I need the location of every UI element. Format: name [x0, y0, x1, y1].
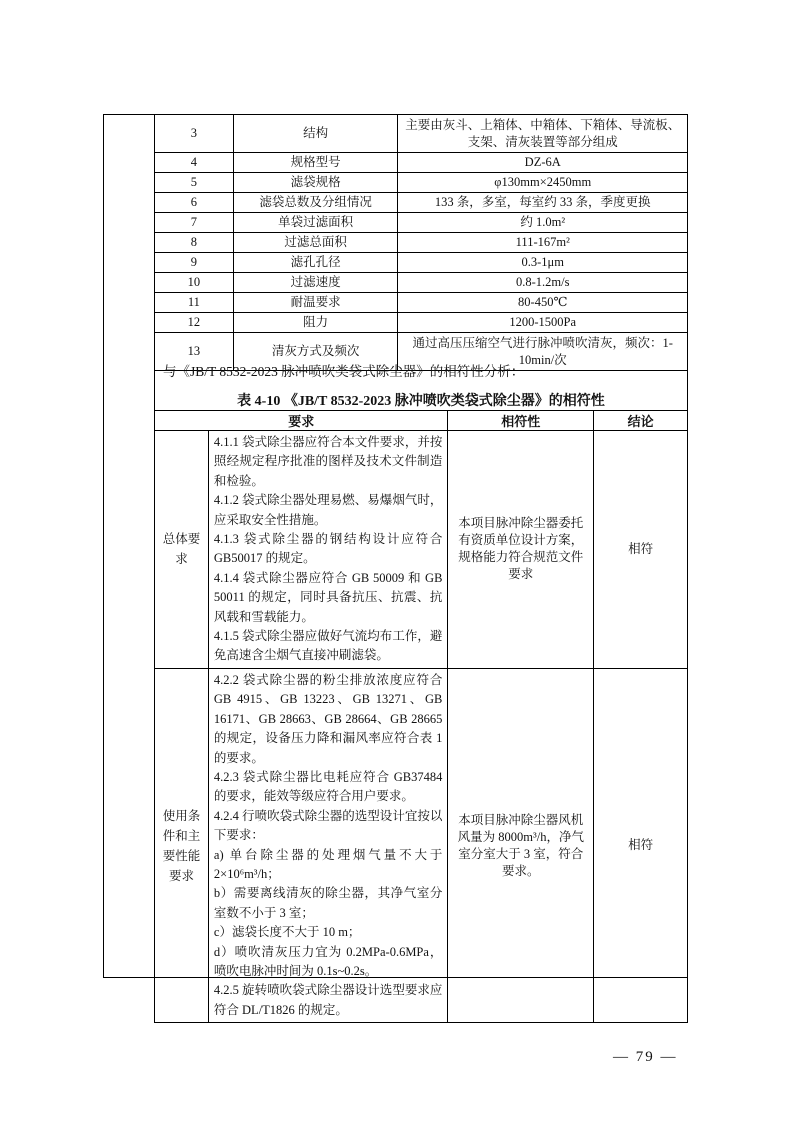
requirement-item: 4.2.4 行喷吹袋式除尘器的选型设计宜按以下要求： — [213, 808, 443, 843]
spec-item-cell: 规格型号 — [233, 153, 398, 173]
spec-row — [155, 313, 688, 333]
spec-no-cell: 13 — [155, 333, 234, 371]
conclusion-cell: 相符 — [594, 668, 688, 1022]
spec-no-cell: 12 — [155, 313, 234, 333]
compliance-cell: 本项目脉冲除尘器风机风量为 8000m³/h，净气室分室大于 3 室，符合要求。 — [448, 668, 594, 1022]
spec-row — [155, 253, 688, 273]
spec-no-cell: 10 — [155, 273, 234, 293]
compliance-cell: 本项目脉冲除尘器委托有资质单位设计方案，规格能力符合规范文件要求 — [448, 431, 594, 669]
spec-no-cell: 4 — [155, 153, 234, 173]
spec-value-cell: 约 1.0m² — [398, 213, 688, 233]
spec-no-cell: 3 — [155, 115, 234, 153]
spec-value-cell: 1200-1500Pa — [398, 313, 688, 333]
category-cell: 使用条件和主要性能要求 — [155, 668, 209, 1022]
spec-value-cell: 133 条，多室，每室约 33 条，季度更换 — [398, 193, 688, 213]
spec-value-cell: 111-167m² — [398, 233, 688, 253]
spec-no-cell: 9 — [155, 253, 234, 273]
requirement-cell — [208, 431, 448, 669]
group-row-general — [155, 431, 688, 669]
header-requirement: 要求 — [155, 411, 448, 431]
requirement-item: b）需要离线清灰的除尘器，其净气室分室数不小于 3 室； — [213, 886, 443, 920]
spec-item-cell: 结构 — [233, 115, 398, 153]
requirement-item: 4.1.4 袋式除尘器应符合 GB 50009 和 GB 50011 的规定，同时具备抗压、抗震、抗风载和雪载能力。 — [213, 570, 443, 624]
spec-item-cell: 阻力 — [233, 313, 398, 333]
spec-item-cell: 过滤总面积 — [233, 233, 398, 253]
spec-item-cell: 过滤速度 — [233, 273, 398, 293]
spec-item-cell: 滤袋规格 — [233, 173, 398, 193]
requirement-item: 4.2.2 袋式除尘器的粉尘排放浓度应符合 GB 4915、GB 13223、GB 13271、GB 16171、GB 28663、GB 28664、GB 28665 的规定，设备压力降和漏风率应符合表 1 的要求。 — [213, 672, 443, 765]
group-row-performance — [155, 668, 688, 1022]
requirement-item: 4.1.2 袋式除尘器处理易燃、易爆烟气时，应采取安全性措施。 — [213, 493, 443, 527]
spec-item-cell: 滤袋总数及分组情况 — [233, 193, 398, 213]
requirement-item: c）滤袋长度不大于 10 m； — [213, 925, 361, 940]
compliance-table — [154, 410, 688, 1023]
spec-value-cell: φ130mm×2450mm — [398, 173, 688, 193]
spec-row — [155, 233, 688, 253]
spec-no-cell: 11 — [155, 293, 234, 313]
spec-item-cell: 清灰方式及频次 — [233, 333, 398, 371]
spec-item-cell: 滤孔孔径 — [233, 253, 398, 273]
spec-value-cell: 0.8-1.2m/s — [398, 273, 688, 293]
conclusion-cell: 相符 — [594, 431, 688, 669]
spec-row — [155, 173, 688, 193]
spec-no-cell: 5 — [155, 173, 234, 193]
requirement-item: 4.1.5 袋式除尘器应做好气流均布工作，避免高速含尘烟气直接冲刷滤袋。 — [213, 629, 443, 663]
spec-row — [155, 115, 688, 153]
spec-value-cell: 0.3-1μm — [398, 253, 688, 273]
requirement-item: 4.1.3 袋式除尘器的钢结构设计应符合 GB50017 的规定。 — [213, 532, 443, 566]
spec-value-cell: 80-450℃ — [398, 293, 688, 313]
spec-value-cell: 主要由灰斗、上箱体、中箱体、下箱体、导流板、支架、清灰装置等部分组成 — [398, 115, 688, 153]
spec-item-cell: 耐温要求 — [233, 293, 398, 313]
spec-row — [155, 193, 688, 213]
requirement-item: 4.1.1 袋式除尘器应符合本文件要求，并按照经规定程序批准的图样及技术文件制造和检验。 — [213, 435, 443, 488]
spec-no-cell: 8 — [155, 233, 234, 253]
requirement-item: 4.2.3 袋式除尘器比电耗应符合 GB37484 的要求，能效等级应符合用户要求。 — [213, 769, 443, 804]
spec-row — [155, 213, 688, 233]
table-caption: 表 4-10 《JB/T 8532-2023 脉冲喷吹类袋式除尘器》的相符性 — [237, 394, 605, 409]
spec-row — [155, 273, 688, 293]
intro-text: 与《JB/T 8532-2023 脉冲喷吹类袋式除尘器》的相符性分析： — [163, 364, 525, 379]
category-cell: 总体要求 — [155, 431, 209, 669]
page-number: — 79 — — [613, 1049, 678, 1065]
spec-table — [154, 114, 688, 371]
header-compliance: 相符性 — [448, 411, 594, 431]
spec-no-cell: 7 — [155, 213, 234, 233]
spec-item-cell: 单袋过滤面积 — [233, 213, 398, 233]
spec-row — [155, 153, 688, 173]
requirement-cell — [208, 668, 448, 1022]
header-conclusion: 结论 — [594, 411, 688, 431]
spec-value-cell: 通过高压压缩空气进行脉冲喷吹清灰，频次：1-10min/次 — [398, 333, 688, 371]
spec-row — [155, 293, 688, 313]
requirement-item: 4.2.5 旋转喷吹袋式除尘器设计选型要求应符合 DL/T1826 的规定。 — [213, 983, 443, 1017]
requirement-item: d）喷吹清灰压力宜为 0.2MPa-0.6MPa，喷吹电脉冲时间为 0.1s~0.2s。 — [213, 944, 443, 978]
requirement-item: a) 单台除尘器的处理烟气量不大于 2×10⁶m³/h； — [213, 847, 443, 881]
spec-value-cell: DZ-6A — [398, 153, 688, 173]
spec-no-cell: 6 — [155, 193, 234, 213]
